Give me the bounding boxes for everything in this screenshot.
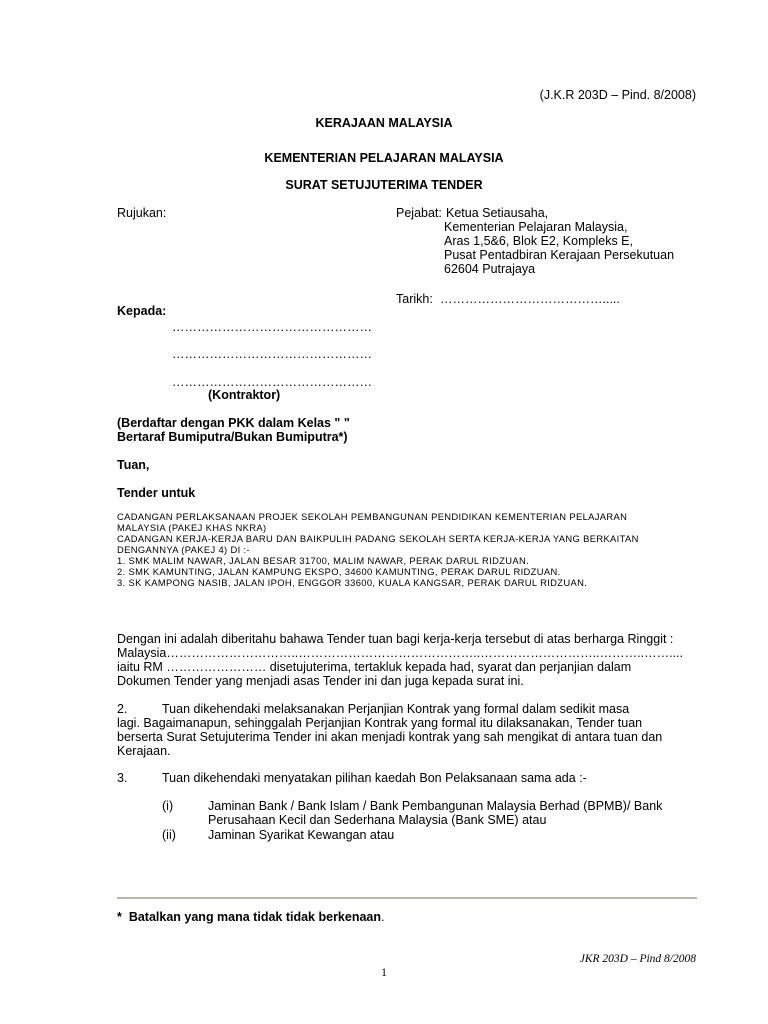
option-number: (i) [162,799,174,813]
page-number: 1 [381,965,387,979]
footnote-star: * [117,910,122,924]
kontraktor-label: (Kontraktor) [208,388,281,402]
paragraph-3-number: 3. [117,771,128,785]
address-line-dots: ………………………………………… [172,375,372,389]
paragraph-2-line: berserta Surat Setujuterima Tender ini akan menjadi kontrak yang sah mengikat di antara tuan dan [117,730,663,744]
option-text: Perusahaan Kecil dan Sederhana Malaysia (Bank SME) atau [208,813,547,827]
project-line: DENGANNYA (PAKEJ 4) DI :- [117,544,250,555]
project-school-item: 1. SMK MALIM NAWAR, JALAN BESAR 31700, MALIM NAWAR, PERAK DARUL RIDZUAN. [117,555,530,566]
pkk-line: Bertaraf Bumiputra/Bukan Bumiputra*) [117,430,348,444]
salutation: Tuan, [117,458,150,472]
footnote-divider [117,897,697,899]
pkk-line: (Berdaftar dengan PKK dalam Kelas " " [117,416,350,430]
paragraph-2-number: 2. [117,702,128,716]
pejabat-line: Kementerian Pelajaran Malaysia, [444,220,628,234]
ministry-heading: KEMENTERIAN PELAJARAN MALAYSIA [264,151,504,165]
footnote-text: Batalkan yang mana tidak tidak berkenaan [128,910,382,924]
project-line: CADANGAN KERJA-KERJA BARU DAN BAIKPULIH PADANG SEKOLAH SERTA KERJA-KERJA YANG BERKAITAN [117,533,639,544]
pejabat-line: Aras 1,5&6, Blok E2, Kompleks E, [444,234,633,248]
paragraph-1-line: Dengan ini adalah diberitahu bahawa Tender tuan bagi kerja-kerja tersebut di atas berharga Ringgit : [117,632,674,646]
tarikh-label: Tarikh: [396,292,433,306]
kepada-label: Kepada: [117,304,167,318]
rujukan-label: Rujukan: [117,206,167,220]
footer-form-reference: JKR 203D – Pind 8/2008 [579,953,696,965]
project-school-item: 2. SMK KAMUNTING, JALAN KAMPUNG EKSPO, 34600 KAMUNTING, PERAK DARUL RIDZUAN. [117,566,561,577]
option-text: Jaminan Syarikat Kewangan atau [208,828,395,842]
project-line: CADANGAN PERLAKSANAAN PROJEK SEKOLAH PEMBANGUNAN PENDIDIKAN KEMENTERIAN PELAJARAN [117,511,628,522]
form-reference: (J.K.R 203D – Pind. 8/2008) [539,88,696,102]
pejabat-line: Pusat Pentadbiran Kerajaan Persekutuan [444,248,675,262]
pejabat-line: 62604 Putrajaya [444,262,536,276]
paragraph-2-line: Tuan dikehendaki melaksanakan Perjanjian Kontrak yang formal dalam sedikit masa [162,702,630,716]
paragraph-1-line: iaitu RM …………………… disetujuterima, tertakluk kepada had, syarat dan perjanjian dalam [117,660,632,674]
address-line-dots: ………………………………………… [172,320,372,334]
paragraph-3-text: Tuan dikehendaki menyatakan pilihan kaedah Bon Pelaksanaan sama ada :- [162,771,587,785]
document-title: SURAT SETUJUTERIMA TENDER [285,178,483,192]
pejabat-line: Ketua Setiausaha, [446,206,549,220]
paragraph-2-line: lagi. Bagaimanapun, sehinggalah Perjanjian Kontrak yang formal itu dilaksanakan, Tender tuan [117,716,643,730]
tender-untuk-label: Tender untuk [117,486,196,500]
footnote [117,910,385,924]
address-line-dots: ………………………………………… [172,347,372,361]
pejabat-label: Pejabat: [396,206,442,220]
paragraph-1-line: Malaysia…………………………..……………………………………..………………………..………..…….... [117,646,683,660]
footnote-period: . [381,910,385,924]
paragraph-1-line: Dokumen Tender yang menjadi asas Tender ini dan juga kepada surat ini. [117,674,524,688]
project-line: MALAYSIA (PAKEJ KHAS NKRA) [117,522,267,533]
tarikh-dots: …………………………………..... [440,292,620,306]
option-text: Jaminan Bank / Bank Islam / Bank Pembangunan Malaysia Berhad (BPMB)/ Bank [208,799,663,813]
paragraph-2-line: Kerajaan. [117,744,171,758]
government-heading: KERAJAAN MALAYSIA [315,116,453,130]
project-school-item: 3. SK KAMPONG NASIB, JALAN IPOH, ENGGOR 33600, KUALA KANGSAR, PERAK DARUL RIDZUAN. [117,577,588,588]
option-number: (ii) [162,828,176,842]
